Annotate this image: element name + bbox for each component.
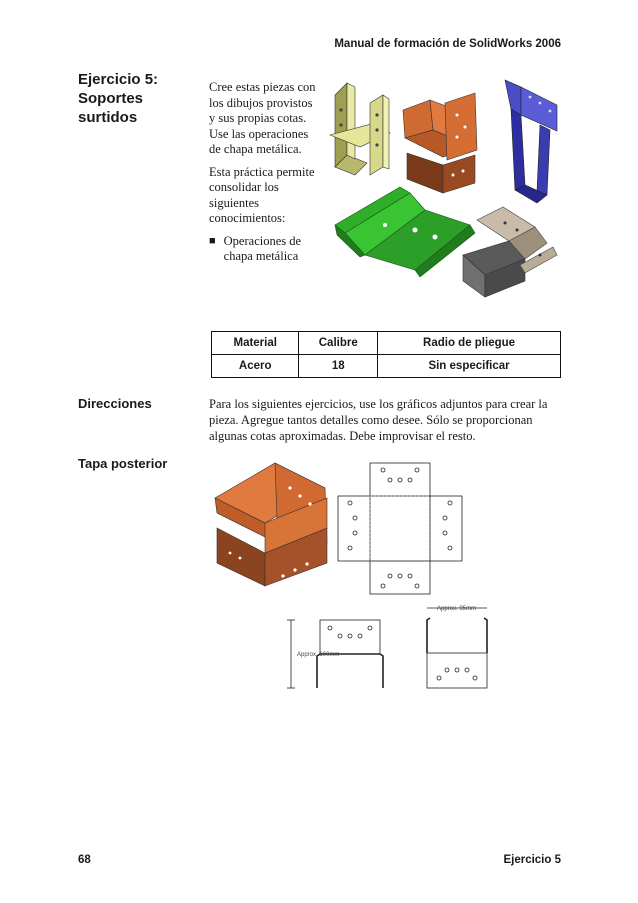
table-cell: Sin especificar	[378, 355, 561, 378]
bullet-square-icon: ■	[209, 234, 216, 247]
flat-pattern-drawing	[338, 463, 462, 594]
intro-text	[209, 80, 317, 265]
exercise-title-line: surtidos	[78, 109, 138, 126]
green-bracket-illustration	[335, 187, 475, 277]
page-number: 68	[78, 854, 91, 866]
orthographic-views	[255, 598, 495, 693]
page-header: Manual de formación de SolidWorks 2006	[334, 38, 561, 50]
material-table	[211, 331, 561, 378]
table-header-row	[212, 332, 561, 355]
exercise-title	[78, 70, 188, 127]
bullet-item	[209, 234, 317, 265]
bullet-text: Operaciones de chapa metálica	[223, 233, 302, 263]
directions-text: Para los siguientes ejercicios, use los gráficos adjuntos para crear la pieza. Agregue tantos detalles como desee. Sólo se proporcionan algunas cotas aproximadas. Debe improvisar el resto.	[209, 397, 548, 443]
grey-bracket-illustration	[463, 207, 557, 297]
table-row	[212, 355, 561, 378]
orange-bracket-illustration	[403, 93, 477, 193]
yellow-bracket-illustration	[330, 83, 390, 175]
intro-paragraph-1: Cree estas piezas con los dibujos provistos y sus propias cotas. Use las operaciones de chapa metálica.	[209, 80, 316, 156]
back-cover-iso-illustration	[215, 463, 327, 586]
intro-paragraph-2: Esta práctica permite consolidar los siguientes conocimientos:	[209, 164, 315, 225]
footer-section: Ejercicio 5	[503, 854, 561, 866]
exercise-title-line: Soportes	[78, 90, 144, 107]
table-header-cell: Material	[212, 332, 299, 355]
directions-label: Direcciones	[78, 396, 152, 411]
blue-bracket-illustration	[505, 80, 557, 203]
height-dimension-label: Approx. 100mm	[297, 652, 340, 658]
exercise-title-line: Ejercicio 5:	[78, 71, 159, 88]
width-dimension-label: Approx. 95mm	[437, 606, 477, 612]
table-header-cell: Calibre	[299, 332, 378, 355]
side-view-drawing	[427, 608, 487, 688]
table-header-cell: Radio de pliegue	[378, 332, 561, 355]
table-cell: 18	[299, 355, 378, 378]
parts-illustration	[325, 75, 560, 305]
table-cell: Acero	[212, 355, 299, 378]
section-label: Tapa posterior	[78, 456, 168, 471]
back-cover-drawings	[205, 458, 480, 598]
